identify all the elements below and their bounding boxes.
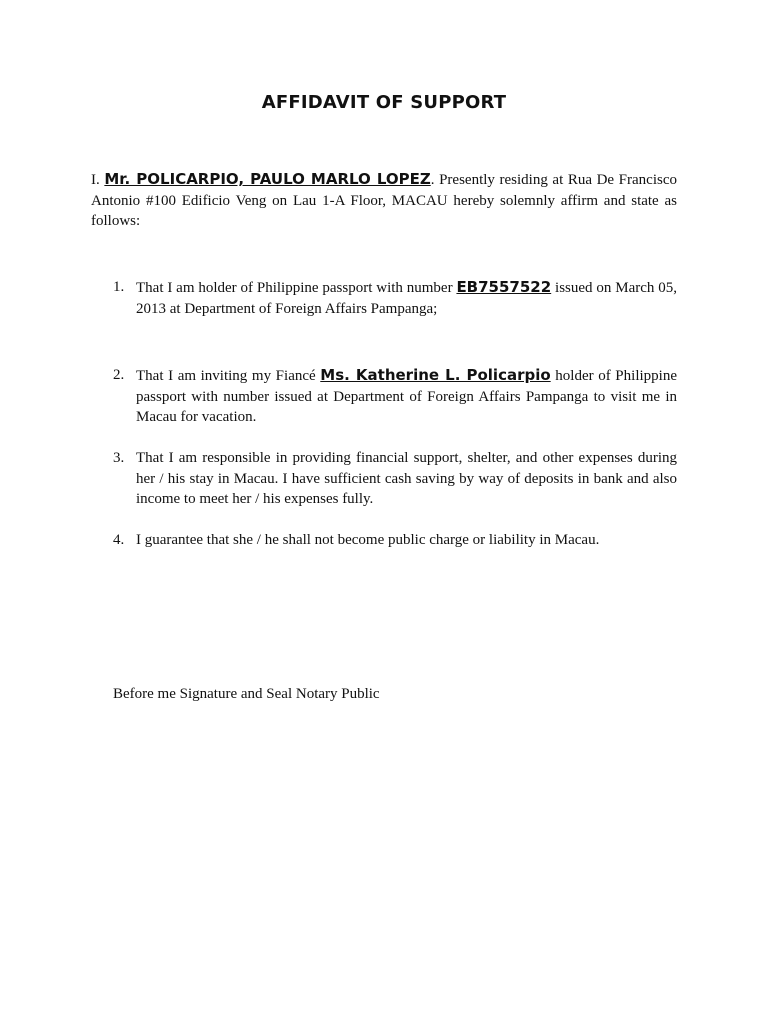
- item-2-before: That I am inviting my Fiancé: [136, 368, 321, 384]
- list-item-4: [113, 530, 677, 551]
- list-item-2: [113, 365, 677, 428]
- item-1-before: That I am holder of Philippine passport with number: [136, 280, 457, 296]
- document-title: AFFIDAVIT OF SUPPORT: [261, 92, 507, 113]
- list-item-text: [136, 277, 677, 319]
- list-item-3: [113, 448, 677, 510]
- list-item-text: That I am responsible in providing financial support, shelter, and other expenses during her / his stay in Macau. I have sufficient cash saving by way of deposits in bank and also income to meet her / his expenses fully.: [136, 450, 677, 507]
- affiant-name: Mr. POLICARPIO, PAULO MARLO LOPEZ: [104, 170, 431, 188]
- list-item-1: [113, 277, 677, 319]
- list-item-number: 2.: [113, 367, 125, 383]
- intro-paragraph: [91, 169, 677, 232]
- item-1-after: issued on March 05, 2013 at Department of Foreign Affairs Pampanga;: [136, 280, 677, 317]
- list-item-number: 3.: [113, 450, 125, 466]
- intro-rest: . Presently residing at Rua De Francisco Antonio #100 Edificio Veng on Lau 1-A Floor, MACAU hereby solemnly affirm and state as follows:: [91, 172, 677, 229]
- list-item-text: [136, 365, 677, 428]
- item-2-after: holder of Philippine passport with number issued at Department of Foreign Affairs Pampanga to visit me in Macau for vacation.: [136, 368, 677, 425]
- list-item-number: 1.: [113, 279, 125, 295]
- notary-line: Before me Signature and Seal Notary Public: [113, 686, 380, 702]
- list-item-text: I guarantee that she / he shall not become public charge or liability in Macau.: [136, 532, 600, 548]
- passport-number: EB7557522: [456, 278, 552, 296]
- list-item-number: 4.: [113, 532, 125, 548]
- intro-prefix: I.: [91, 172, 100, 188]
- fiancee-name: Ms. Katherine L. Policarpio: [320, 366, 551, 384]
